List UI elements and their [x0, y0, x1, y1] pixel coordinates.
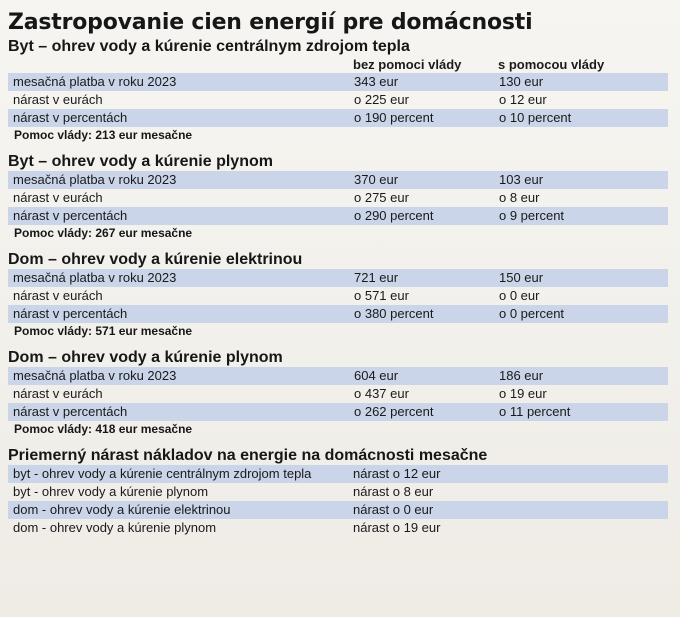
value-without-help: o 275 eur — [354, 190, 409, 205]
row-label: nárast v percentách — [13, 110, 128, 125]
row-label: nárast v percentách — [13, 404, 128, 419]
value-with-help: o 0 eur — [499, 288, 540, 303]
value-without-help: o 437 eur — [354, 386, 409, 401]
section-title: Byt – ohrev vody a kúrenie centrálnym zdrojom tepla — [8, 38, 410, 55]
value-without-help: 721 eur — [354, 270, 399, 285]
section-title: Dom – ohrev vody a kúrenie plynom — [8, 349, 283, 366]
summary-value: nárast o 0 eur — [353, 502, 434, 517]
government-help-note: Pomoc vlády: 267 eur mesačne — [14, 226, 193, 240]
table-row — [8, 91, 668, 109]
value-with-help: o 11 percent — [499, 404, 571, 419]
value-with-help: o 19 eur — [499, 386, 547, 401]
value-with-help: 130 eur — [499, 74, 544, 89]
government-help-note: Pomoc vlády: 571 eur mesačne — [14, 324, 193, 338]
table-row — [8, 109, 668, 127]
summary-value: nárast o 8 eur — [353, 484, 434, 499]
value-without-help: o 571 eur — [354, 288, 409, 303]
row-label: nárast v percentách — [13, 208, 128, 223]
row-label: nárast v eurách — [13, 288, 103, 303]
table-row — [8, 385, 668, 403]
value-without-help: o 262 percent — [354, 404, 434, 419]
value-with-help: o 10 percent — [499, 110, 572, 125]
government-help-note: Pomoc vlády: 213 eur mesačne — [14, 128, 193, 142]
header-with-help: s pomocou vlády — [498, 57, 605, 72]
value-with-help: o 8 eur — [499, 190, 540, 205]
value-with-help: 150 eur — [499, 270, 544, 285]
table-row — [8, 519, 668, 537]
value-with-help: o 0 percent — [499, 306, 565, 321]
column-headers — [8, 57, 668, 73]
value-without-help: o 380 percent — [354, 306, 434, 321]
table-row — [8, 501, 668, 519]
table-row — [8, 305, 668, 323]
energy-price-cap-table — [8, 10, 668, 537]
page-title: Zastropovanie cien energií pre domácnosti — [8, 10, 533, 35]
value-with-help: o 9 percent — [499, 208, 565, 223]
table-row — [8, 367, 668, 385]
summary-value: nárast o 19 eur — [353, 520, 441, 535]
row-label: mesačná platba v roku 2023 — [13, 368, 177, 383]
value-without-help: 370 eur — [354, 172, 399, 187]
table-row — [8, 207, 668, 225]
table-row — [8, 171, 668, 189]
summary-label: byt - ohrev vody a kúrenie plynom — [13, 484, 209, 499]
value-with-help: 186 eur — [499, 368, 544, 383]
summary-value: nárast o 12 eur — [353, 466, 441, 481]
row-label: mesačná platba v roku 2023 — [13, 270, 177, 285]
summary-section — [8, 447, 668, 537]
section-dom-gas — [8, 349, 668, 437]
value-without-help: 343 eur — [354, 74, 399, 89]
table-row — [8, 483, 668, 501]
table-row — [8, 189, 668, 207]
table-row — [8, 73, 668, 91]
summary-label: byt - ohrev vody a kúrenie centrálnym zdrojom tepla — [13, 466, 312, 481]
government-help-note: Pomoc vlády: 418 eur mesačne — [14, 422, 193, 436]
value-with-help: o 12 eur — [499, 92, 547, 107]
table-row — [8, 465, 668, 483]
table-row — [8, 269, 668, 287]
table-row — [8, 403, 668, 421]
value-without-help: 604 eur — [354, 368, 399, 383]
row-label: mesačná platba v roku 2023 — [13, 172, 177, 187]
section-byt-gas — [8, 153, 668, 241]
header-without-help: bez pomoci vlády — [353, 57, 462, 72]
summary-label: dom - ohrev vody a kúrenie elektrinou — [13, 502, 231, 517]
row-label: nárast v eurách — [13, 190, 103, 205]
section-dom-electric — [8, 251, 668, 339]
value-without-help: o 190 percent — [354, 110, 434, 125]
summary-label: dom - ohrev vody a kúrenie plynom — [13, 520, 217, 535]
table-row — [8, 287, 668, 305]
section-title: Byt – ohrev vody a kúrenie plynom — [8, 153, 273, 170]
value-without-help: o 290 percent — [354, 208, 434, 223]
row-label: nárast v eurách — [13, 386, 103, 401]
value-without-help: o 225 eur — [354, 92, 409, 107]
row-label: mesačná platba v roku 2023 — [13, 74, 177, 89]
row-label: nárast v percentách — [13, 306, 128, 321]
summary-title: Priemerný nárast nákladov na energie na domácnosti mesačne — [8, 447, 488, 464]
section-byt-central — [8, 38, 668, 143]
row-label: nárast v eurách — [13, 92, 103, 107]
section-title: Dom – ohrev vody a kúrenie elektrinou — [8, 251, 303, 268]
value-with-help: 103 eur — [499, 172, 544, 187]
